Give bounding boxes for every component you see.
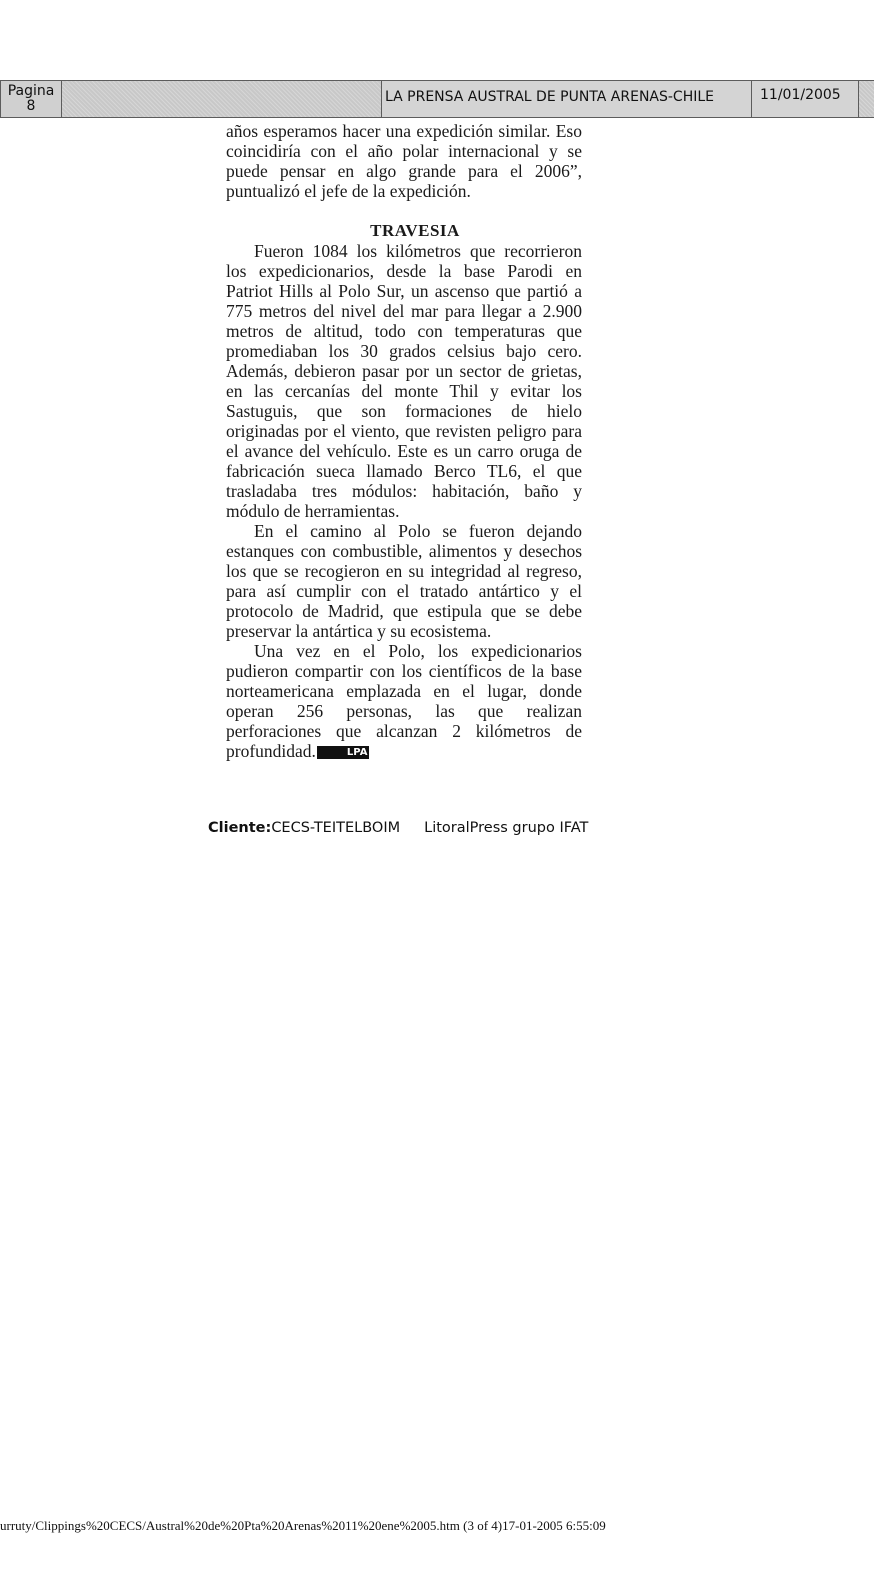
provider-name: LitoralPress grupo IFAT [424, 820, 589, 836]
client-label: Cliente: [208, 820, 272, 836]
page-label: Pagina [7, 83, 55, 99]
article-paragraph: En el camino al Polo se fueron dejando estanques con combustible, alimentos y desechos los que se recogieron en su integridad al regreso, para así cumplir con el tratado antártico y el protocolo de Madrid, que estipula que se debe preservar la antártica y su ecosistema. [226, 521, 582, 641]
page-number-cell [0, 81, 62, 117]
newspaper-source: LA PRENSA AUSTRAL DE PUNTA ARENAS-CHILE [381, 81, 751, 117]
client-line [208, 820, 588, 836]
article-paragraph [226, 641, 582, 761]
intro-paragraph: años esperamos hacer una expedición similar. Eso coincidiría con el año polar internacional y se puede pensar en algo grande para el 2006”, puntualizó el jefe de la expedición. [226, 121, 582, 201]
page-number: 8 [26, 98, 36, 114]
publication-date: 11/01/2005 [751, 81, 859, 117]
clipping-header-bar [0, 80, 874, 118]
lpa-end-badge: LPA [317, 746, 370, 759]
client-name: CECS-TEITELBOIM [271, 820, 401, 836]
footer-url: urruty/Clippings%20CECS/Austral%20de%20Pta%20Arenas%2011%20ene%2005.htm (3 of 4)17-01-2005 6:55:09 [0, 1518, 606, 1533]
article-column [226, 121, 582, 761]
section-heading: TRAVESIA [370, 221, 460, 240]
article-paragraph-text: Una vez en el Polo, los expedicionarios pudieron compartir con los científicos de la base norteamericana emplazada en el lugar, donde operan 256 personas, las que realizan perforaciones que alcanzan 2 kilómetros de profundidad. [226, 641, 582, 761]
article-paragraph: Fueron 1084 los kilómetros que recorrieron los expedicionarios, desde la base Parodi en Patriot Hills al Polo Sur, un ascenso que partió a 775 metros del nivel del mar para llegar a 2.900 metros de altitud, todo con temperaturas que promediaban los 30 grados celsius bajo cero. Además, debieron pasar por un sector de grietas, en las cercanías del monte Thil y evitar los Sastuguis, que son formaciones de hielo originadas por el viento, que revisten peligro para el avance del vehículo. Este es un carro oruga de fabricación sueca llamado Berco TL6, el que trasladaba tres módulos: habitación, baño y módulo de herramientas. [226, 241, 582, 521]
